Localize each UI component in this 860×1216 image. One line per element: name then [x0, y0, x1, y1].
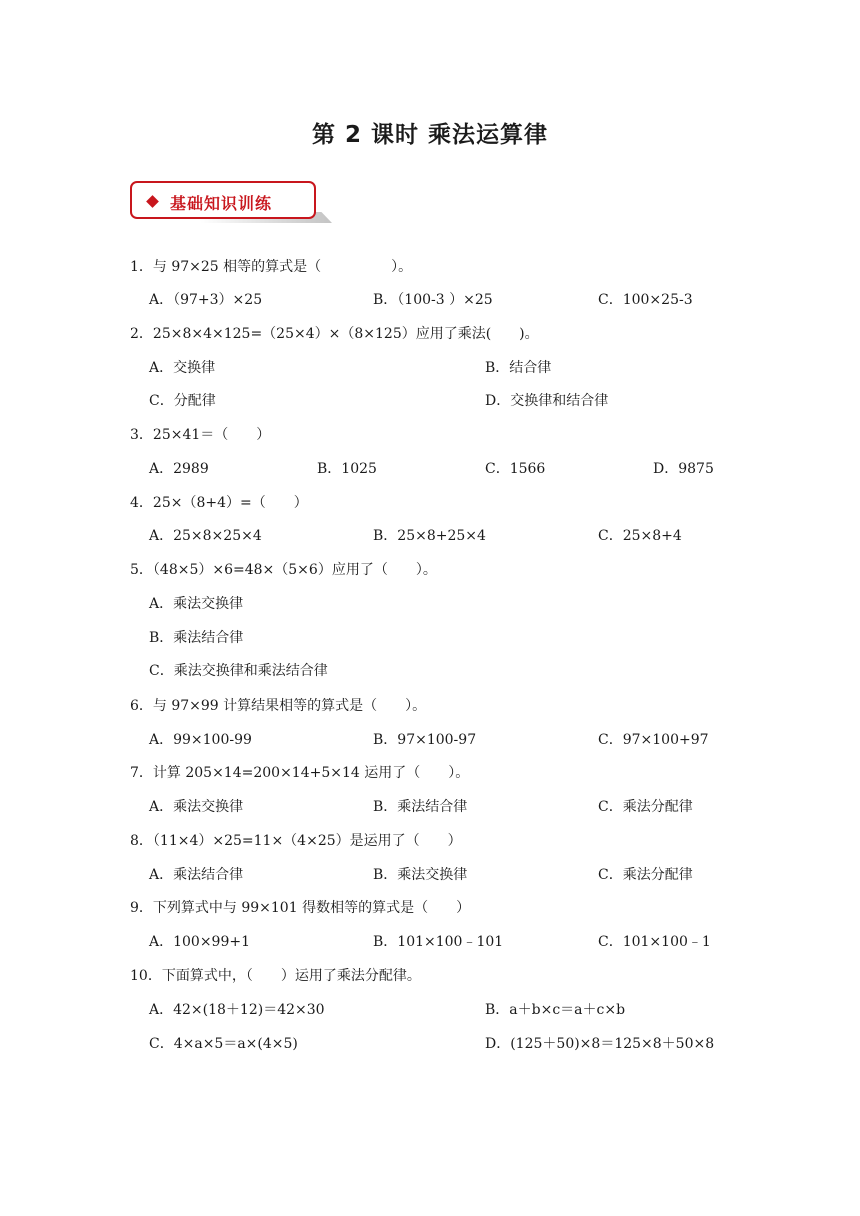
option-10d: D．(125＋50)×8＝125×8＋50×8 — [485, 1036, 715, 1052]
question-9: 9．下列算式中与 99×101 得数相等的算式是（ ） — [130, 900, 471, 916]
option-10c: C．4×a×5＝a×(4×5) — [149, 1036, 298, 1052]
option-4a: A．25×8×25×4 — [149, 528, 262, 544]
question-7: 7．计算 205×14=200×14+5×14 运用了（ ）。 — [130, 765, 470, 781]
option-2c: C．分配律 — [149, 393, 216, 409]
option-3c: C．1566 — [485, 461, 546, 477]
page-title: 第 2 课时 乘法运算律 — [311, 122, 549, 148]
diamond-icon — [146, 195, 159, 208]
option-7a: A．乘法交换律 — [149, 799, 244, 815]
option-1b: B．（100-3 ）×25 — [373, 292, 493, 308]
option-2a: A．交换律 — [149, 360, 216, 376]
option-6b: B．97×100-97 — [373, 732, 477, 748]
option-2b: B．结合律 — [485, 360, 552, 376]
option-10a: A．42×(18＋12)＝42×30 — [149, 1002, 325, 1018]
option-8b: B．乘法交换律 — [373, 867, 468, 883]
option-7c: C．乘法分配律 — [598, 799, 693, 815]
question-3: 3．25×41＝（ ） — [130, 427, 271, 443]
question-4: 4．25×（8+4）=（ ） — [130, 495, 308, 511]
option-4c: C．25×8+4 — [598, 528, 682, 544]
option-3a: A．2989 — [149, 461, 209, 477]
option-9b: B．101×100﹣101 — [373, 934, 504, 950]
question-8: 8．（11×4）×25=11×（4×25）是运用了（ ） — [130, 833, 462, 849]
option-6c: C．97×100+97 — [598, 732, 709, 748]
option-10b: B．a＋b×c＝a＋c×b — [485, 1002, 626, 1018]
section-tag — [130, 181, 316, 219]
option-3d: D．9875 — [653, 461, 714, 477]
option-2d: D．交换律和结合律 — [485, 393, 609, 409]
section-label: 基础知识训练 — [170, 194, 273, 213]
option-5b: B．乘法结合律 — [149, 630, 244, 646]
question-6: 6．与 97×99 计算结果相等的算式是（ ）。 — [130, 698, 427, 714]
option-9a: A．100×99+1 — [149, 934, 251, 950]
option-1a: A．（97+3）×25 — [149, 292, 263, 308]
option-1c: C．100×25-3 — [598, 292, 693, 308]
question-2: 2．25×8×4×125=（25×4）×（8×125）应用了乘法( )。 — [130, 326, 539, 342]
question-5: 5．（48×5）×6=48×（5×6）应用了（ ）。 — [130, 562, 437, 578]
option-8a: A．乘法结合律 — [149, 867, 244, 883]
option-4b: B．25×8+25×4 — [373, 528, 486, 544]
question-10: 10．下面算式中，（ ）运用了乘法分配律。 — [130, 968, 421, 984]
option-5c: C．乘法交换律和乘法结合律 — [149, 663, 328, 679]
option-7b: B．乘法结合律 — [373, 799, 468, 815]
option-9c: C．101×100﹣1 — [598, 934, 711, 950]
option-6a: A．99×100-99 — [149, 732, 252, 748]
option-8c: C．乘法分配律 — [598, 867, 693, 883]
option-3b: B．1025 — [317, 461, 377, 477]
question-1: 1．与 97×25 相等的算式是（ ）。 — [130, 259, 413, 275]
option-5a: A．乘法交换律 — [149, 596, 244, 612]
